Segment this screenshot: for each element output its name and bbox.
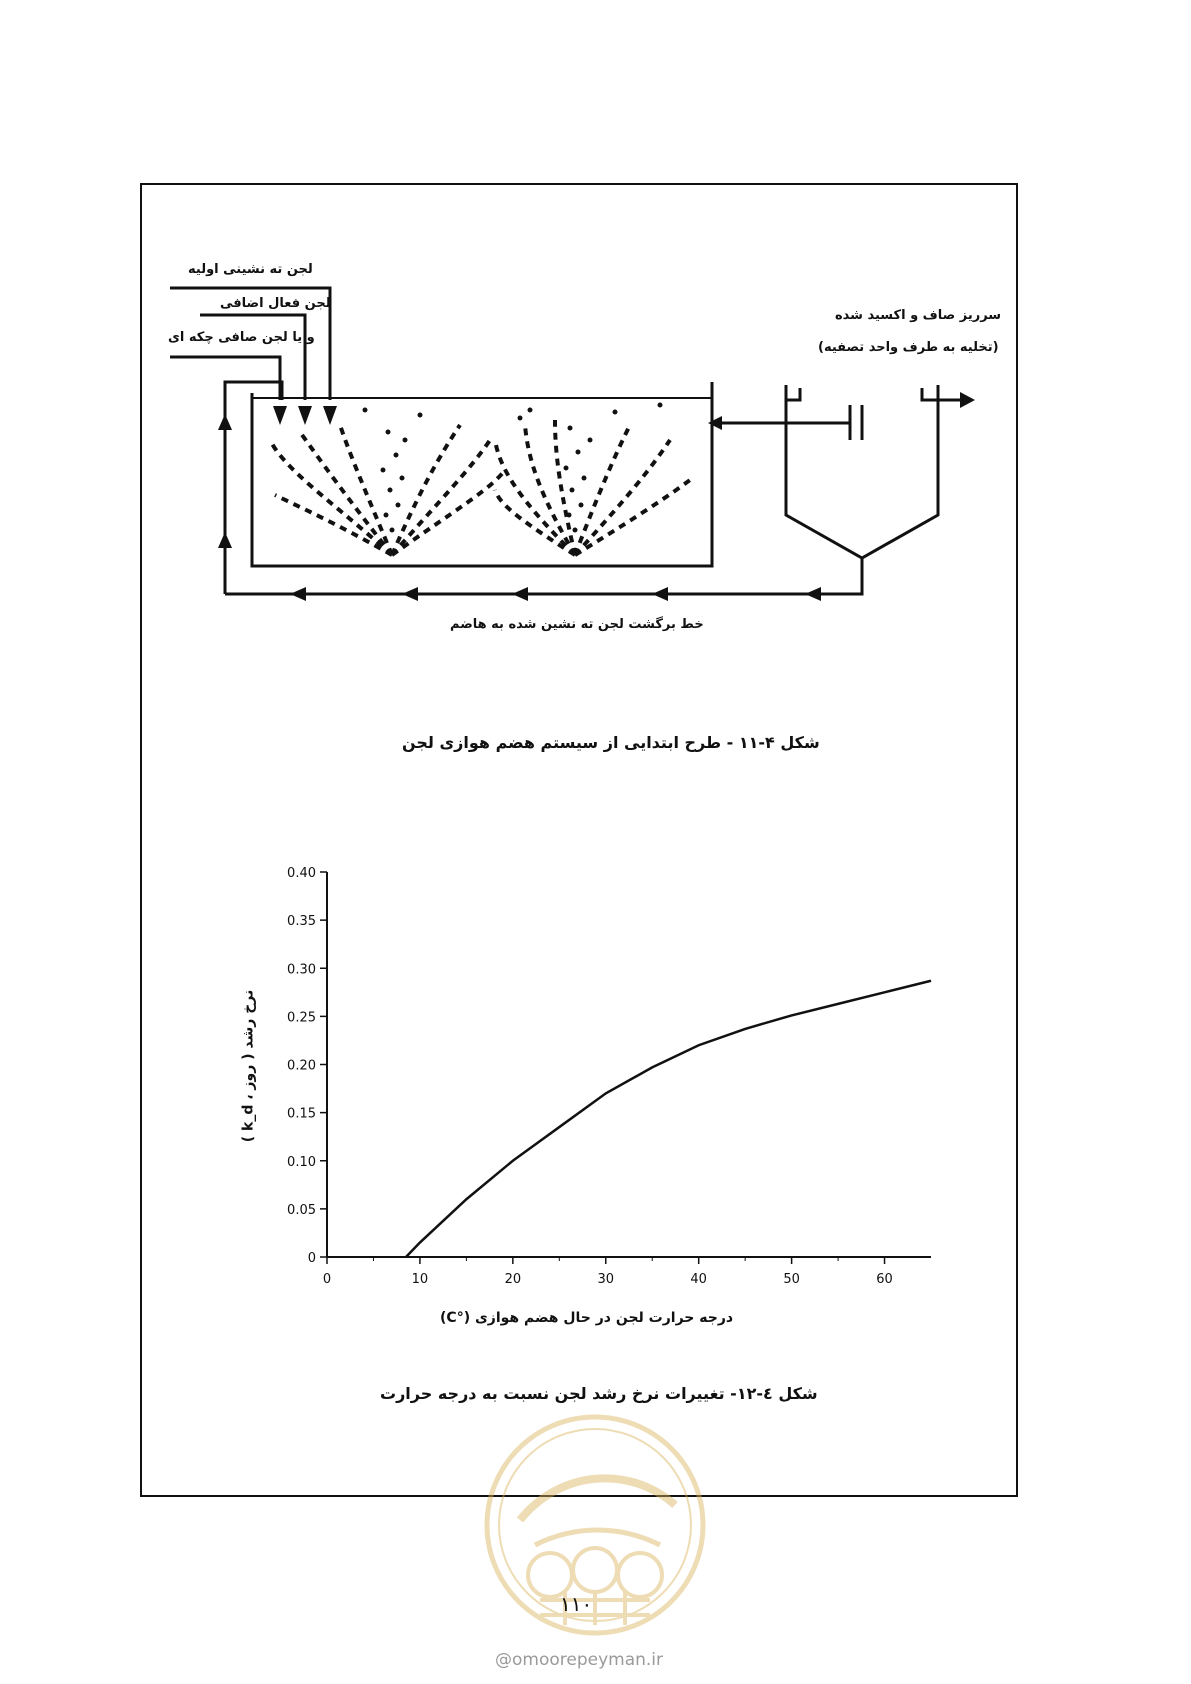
x-tick-label: 50	[783, 1272, 800, 1287]
return-line-label: خط برگشت لجن ته نشین شده به هاضم	[450, 617, 704, 632]
outlet-label-line2: (تخلیه به طرف واحد تصفیه)	[818, 340, 999, 355]
y-tick-label: 0.05	[287, 1202, 316, 1218]
y-tick-label: 0.10	[287, 1154, 316, 1170]
y-tick-label: 0.35	[287, 914, 316, 930]
y-tick-label: 0.30	[287, 962, 316, 978]
x-tick-label: 0	[322, 1272, 332, 1287]
page-number: ۱۱۰	[560, 1592, 593, 1616]
x-tick-label: 40	[690, 1272, 707, 1287]
growth-rate-line	[406, 981, 931, 1257]
x-tick-label: 60	[876, 1272, 893, 1287]
y-tick-label: 0	[307, 1251, 316, 1266]
inlet-label-primary-sludge: لجن ته نشینی اولیه	[188, 262, 313, 277]
figure1-caption: شکل ۴-۱۱ - طرح ابتدایی از سیستم هضم هوازی لجن	[402, 733, 820, 752]
inlet-label-trickling-filter: و یا لجن صافی چکه ای	[168, 330, 315, 345]
x-tick-label: 20	[504, 1272, 522, 1287]
chart-y-axis-label: نرخ رشد ( روز ، k_d )	[240, 989, 257, 1143]
watermark-seal-logo	[480, 1410, 710, 1640]
figure2-caption: شکل ٤-۱۲- تغییرات نرخ رشد لجن نسبت به درجه حرارت	[380, 1384, 818, 1403]
y-tick-label: 0.25	[287, 1010, 316, 1026]
outlet-label-line1: سرریز صاف و اکسید شده	[835, 308, 1002, 323]
watermark-url: @omoorepeyman.ir	[495, 1650, 664, 1670]
y-tick-label: 0.15	[287, 1106, 316, 1122]
inlet-label-activated-sludge: لجن فعال اضافی	[220, 296, 331, 311]
y-tick-label: 0.20	[287, 1058, 316, 1074]
chart-x-axis-label: درجه حرارت لجن در حال هضم هوازی (°C)	[440, 1310, 734, 1326]
x-tick-label: 10	[411, 1272, 429, 1287]
x-tick-label: 30	[597, 1272, 615, 1287]
y-tick-label: 0.40	[287, 866, 316, 881]
